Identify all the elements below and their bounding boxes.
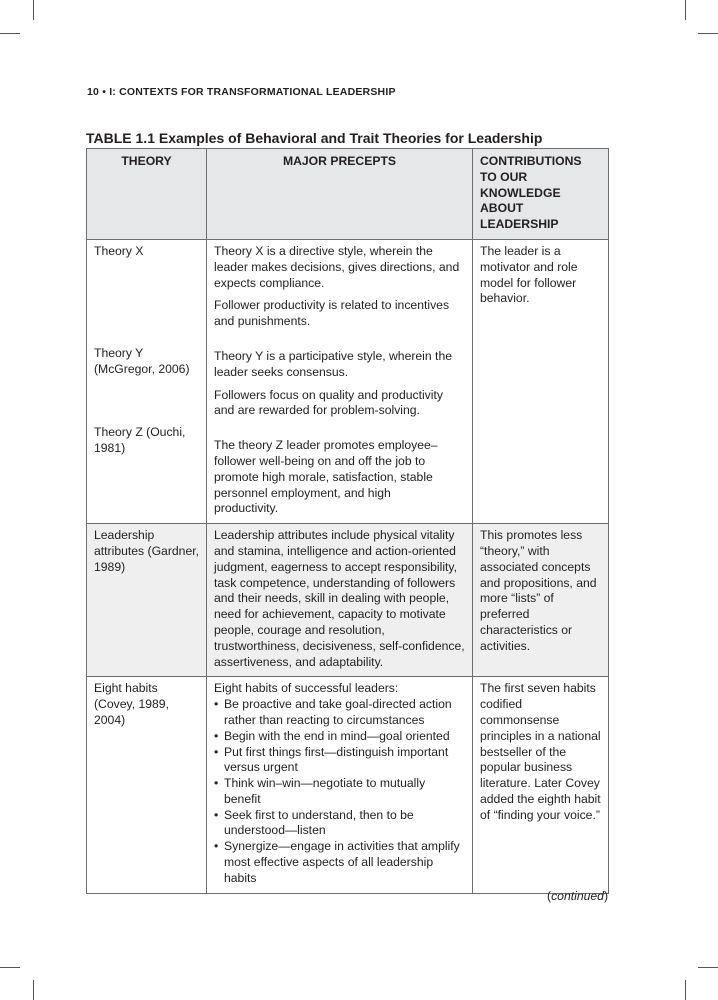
crop-mark	[698, 33, 718, 34]
crop-mark	[33, 980, 34, 1000]
list-item: • Seek first to understand, then to be understood—listen	[214, 808, 465, 840]
theory-x-name: Theory X	[94, 243, 144, 258]
theory-y-precept-1: Theory Y is a participative style, wherein the leader seeks consensus.	[214, 348, 453, 379]
theory-cell	[87, 239, 207, 523]
theory-cell: Eight habits (Covey, 1989, 2004)	[87, 677, 207, 893]
theory-z-name: Theory Z (Ouchi, 1981)	[94, 424, 186, 455]
contribution-cell: The first seven habits codified commonsense principles in a national bestseller of the popular business literature. Later Covey added the eighth habit of “finding your voice.”	[473, 677, 609, 893]
theory-table	[86, 148, 609, 894]
table-row-leadership-attributes	[87, 524, 609, 677]
theory-z-precept-1: The theory Z leader promotes employee–follower well-being on and off the job to promote high morale, satisfaction, stable personnel employment, and high productivity.	[214, 438, 438, 516]
crop-mark	[698, 967, 718, 968]
header-theory: THEORY	[87, 149, 207, 240]
list-item: • Synergize—engage in activities that amplify most effective aspects of all leadership habits	[214, 839, 465, 886]
list-item: • Be proactive and take goal-directed action rather than reacting to circumstances	[214, 697, 465, 729]
crop-mark	[685, 0, 686, 20]
crop-mark	[0, 967, 20, 968]
theory-cell: Leadership attributes (Gardner, 1989)	[87, 524, 207, 677]
habits-list	[214, 697, 465, 887]
header-contributions: CONTRIBUTIONS TO OUR KNOWLEDGE ABOUT LEADERSHIP	[473, 149, 609, 240]
table-row-eight-habits	[87, 677, 609, 893]
contribution-cell: The leader is a motivator and role model for follower behavior.	[473, 239, 609, 523]
contribution-cell: This promotes less “theory,” with associated concepts and propositions, and more “lists” of preferred characteristics or activities.	[473, 524, 609, 677]
table-header-row	[87, 149, 609, 240]
precepts-cell: Leadership attributes include physical vitality and stamina, intelligence and action-oriented judgment, eagerness to accept responsibility, task competence, understanding of followers and their needs, skill in dealing with people, need for achievement, capacity to motivate people, courage and resolution, trustworthiness, decisiveness, self-confidence, assertiveness, and adaptability.	[207, 524, 473, 677]
precepts-cell	[207, 239, 473, 523]
header-precepts: MAJOR PRECEPTS	[207, 149, 473, 240]
theory-x-precept-2: Follower productivity is related to incentives and punishments.	[214, 298, 450, 329]
list-item: • Think win–win—negotiate to mutually benefit	[214, 776, 465, 808]
theory-x-precept-1: Theory X is a directive style, wherein the leader makes decisions, gives directions, and expects compliance.	[214, 243, 460, 290]
table-caption: TABLE 1.1 Examples of Behavioral and Trait Theories for Leadership	[86, 130, 543, 146]
continued-note: (continued)	[547, 889, 608, 903]
crop-mark	[33, 0, 34, 20]
running-head: 10 • I: CONTEXTS FOR TRANSFORMATIONAL LEADERSHIP	[87, 86, 396, 98]
table-row-theories-xyz	[87, 239, 609, 523]
theory-y-name: Theory Y (McGregor, 2006)	[94, 345, 190, 376]
theory-y-precept-2: Followers focus on quality and productivity and are rewarded for problem-solving.	[214, 387, 443, 418]
crop-mark	[685, 980, 686, 1000]
list-item: • Put first things first—distinguish important versus urgent	[214, 745, 465, 777]
precepts-cell	[207, 677, 473, 893]
crop-mark	[0, 33, 20, 34]
list-item: • Begin with the end in mind—goal oriented	[214, 729, 465, 745]
habits-intro: Eight habits of successful leaders:	[214, 681, 399, 696]
